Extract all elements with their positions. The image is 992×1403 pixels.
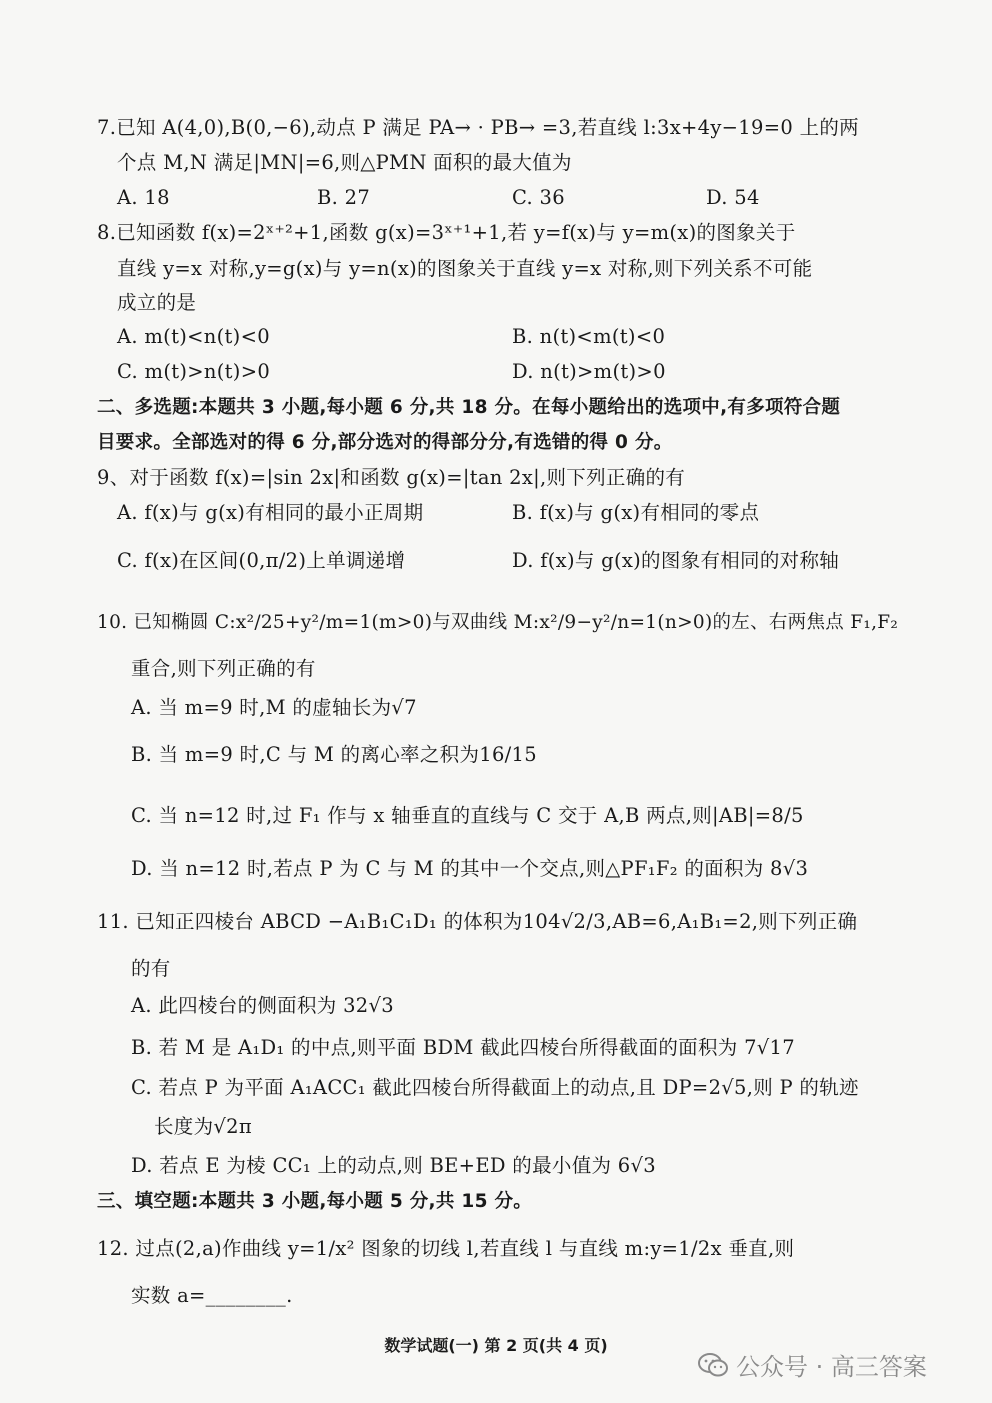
page-footer: 数学试题(一) 第 2 页(共 4 页) [384, 1336, 608, 1355]
q7-option-d: D. 54 [706, 186, 760, 209]
q9-option-d: D. f(x)与 g(x)的图象有相同的对称轴 [512, 549, 840, 572]
q11-option-c-line2: 长度为√2π [154, 1115, 252, 1138]
q11-option-d: D. 若点 E 为棱 CC₁ 上的动点,则 BE+ED 的最小值为 6√3 [131, 1154, 656, 1177]
wechat-icon [698, 1352, 728, 1378]
section2-heading-line2: 目要求。全部选对的得 6 分,部分选对的得部分分,有选错的得 0 分。 [97, 432, 673, 453]
q7-option-b: B. 27 [317, 186, 371, 209]
q8-stem-line3: 成立的是 [117, 291, 197, 314]
q11-stem-line1: 11. 已知正四棱台 ABCD −A₁B₁C₁D₁ 的体积为104√2/3,AB=6,A₁B₁=2,则下列正确 [97, 910, 858, 933]
q10-option-c: C. 当 n=12 时,过 F₁ 作与 x 轴垂直的直线与 C 交于 A,B 两点,则|AB|=8/5 [131, 804, 804, 827]
q7-stem-line2: 个点 M,N 满足|MN|=6,则△PMN 面积的最大值为 [117, 151, 572, 174]
q8-option-c: C. m(t)>n(t)>0 [117, 360, 271, 383]
q8-option-a: A. m(t)<n(t)<0 [117, 325, 270, 348]
q12-stem-line2: 实数 a=________. [131, 1284, 293, 1307]
q10-stem-line2: 重合,则下列正确的有 [131, 657, 316, 680]
q7-option-a: A. 18 [117, 186, 170, 209]
q11-option-b: B. 若 M 是 A₁D₁ 的中点,则平面 BDM 截此四棱台所得截面的面积为 7√17 [131, 1036, 795, 1059]
q12-stem-line1: 12. 过点(2,a)作曲线 y=1/x² 图象的切线 l,若直线 l 与直线 m:y=1/2x 垂直,则 [97, 1237, 795, 1260]
section2-heading-line1: 二、多选题:本题共 3 小题,每小题 6 分,共 18 分。在每小题给出的选项中,有多项符合题 [97, 397, 841, 418]
watermark [698, 1347, 927, 1382]
q11-option-c-line1: C. 若点 P 为平面 A₁ACC₁ 截此四棱台所得截面上的动点,且 DP=2√5,则 P 的轨迹 [131, 1076, 859, 1099]
q8-stem-line1: 8.已知函数 f(x)=2ˣ⁺²+1,函数 g(x)=3ˣ⁺¹+1,若 y=f(x)与 y=m(x)的图象关于 [97, 221, 796, 244]
q8-option-b: B. n(t)<m(t)<0 [512, 325, 666, 348]
section3-heading: 三、填空题:本题共 3 小题,每小题 5 分,共 15 分。 [97, 1191, 533, 1212]
q9-stem: 9、对于函数 f(x)=|sin 2x|和函数 g(x)=|tan 2x|,则下列正确的有 [97, 466, 686, 489]
q10-option-a: A. 当 m=9 时,M 的虚轴长为√7 [131, 696, 417, 719]
q10-option-b: B. 当 m=9 时,C 与 M 的离心率之积为16/15 [131, 743, 537, 766]
q7-stem-line1: 7.已知 A(4,0),B(0,−6),动点 P 满足 PA→ · PB→ =3,若直线 l:3x+4y−19=0 上的两 [97, 116, 859, 139]
q9-option-b: B. f(x)与 g(x)有相同的零点 [512, 501, 760, 524]
q7-option-c: C. 36 [512, 186, 565, 209]
q8-option-d: D. n(t)>m(t)>0 [512, 360, 666, 383]
q8-stem-line2: 直线 y=x 对称,y=g(x)与 y=n(x)的图象关于直线 y=x 对称,则下列关系不可能 [117, 257, 813, 280]
watermark-text: 公众号 · 高三答案 [736, 1353, 927, 1381]
q11-option-a: A. 此四棱台的侧面积为 32√3 [131, 994, 394, 1017]
q11-stem-line2: 的有 [131, 957, 171, 980]
q10-option-d: D. 当 n=12 时,若点 P 为 C 与 M 的其中一个交点,则△PF₁F₂ 的面积为 8√3 [131, 857, 809, 880]
q9-option-c: C. f(x)在区间(0,π/2)上单调递增 [117, 549, 406, 572]
q9-option-a: A. f(x)与 g(x)有相同的最小正周期 [117, 501, 424, 524]
q10-stem-line1: 10. 已知椭圆 C:x²/25+y²/m=1(m>0)与双曲线 M:x²/9−y²/n=1(n>0)的左、右两焦点 F₁,F₂ [97, 612, 899, 633]
